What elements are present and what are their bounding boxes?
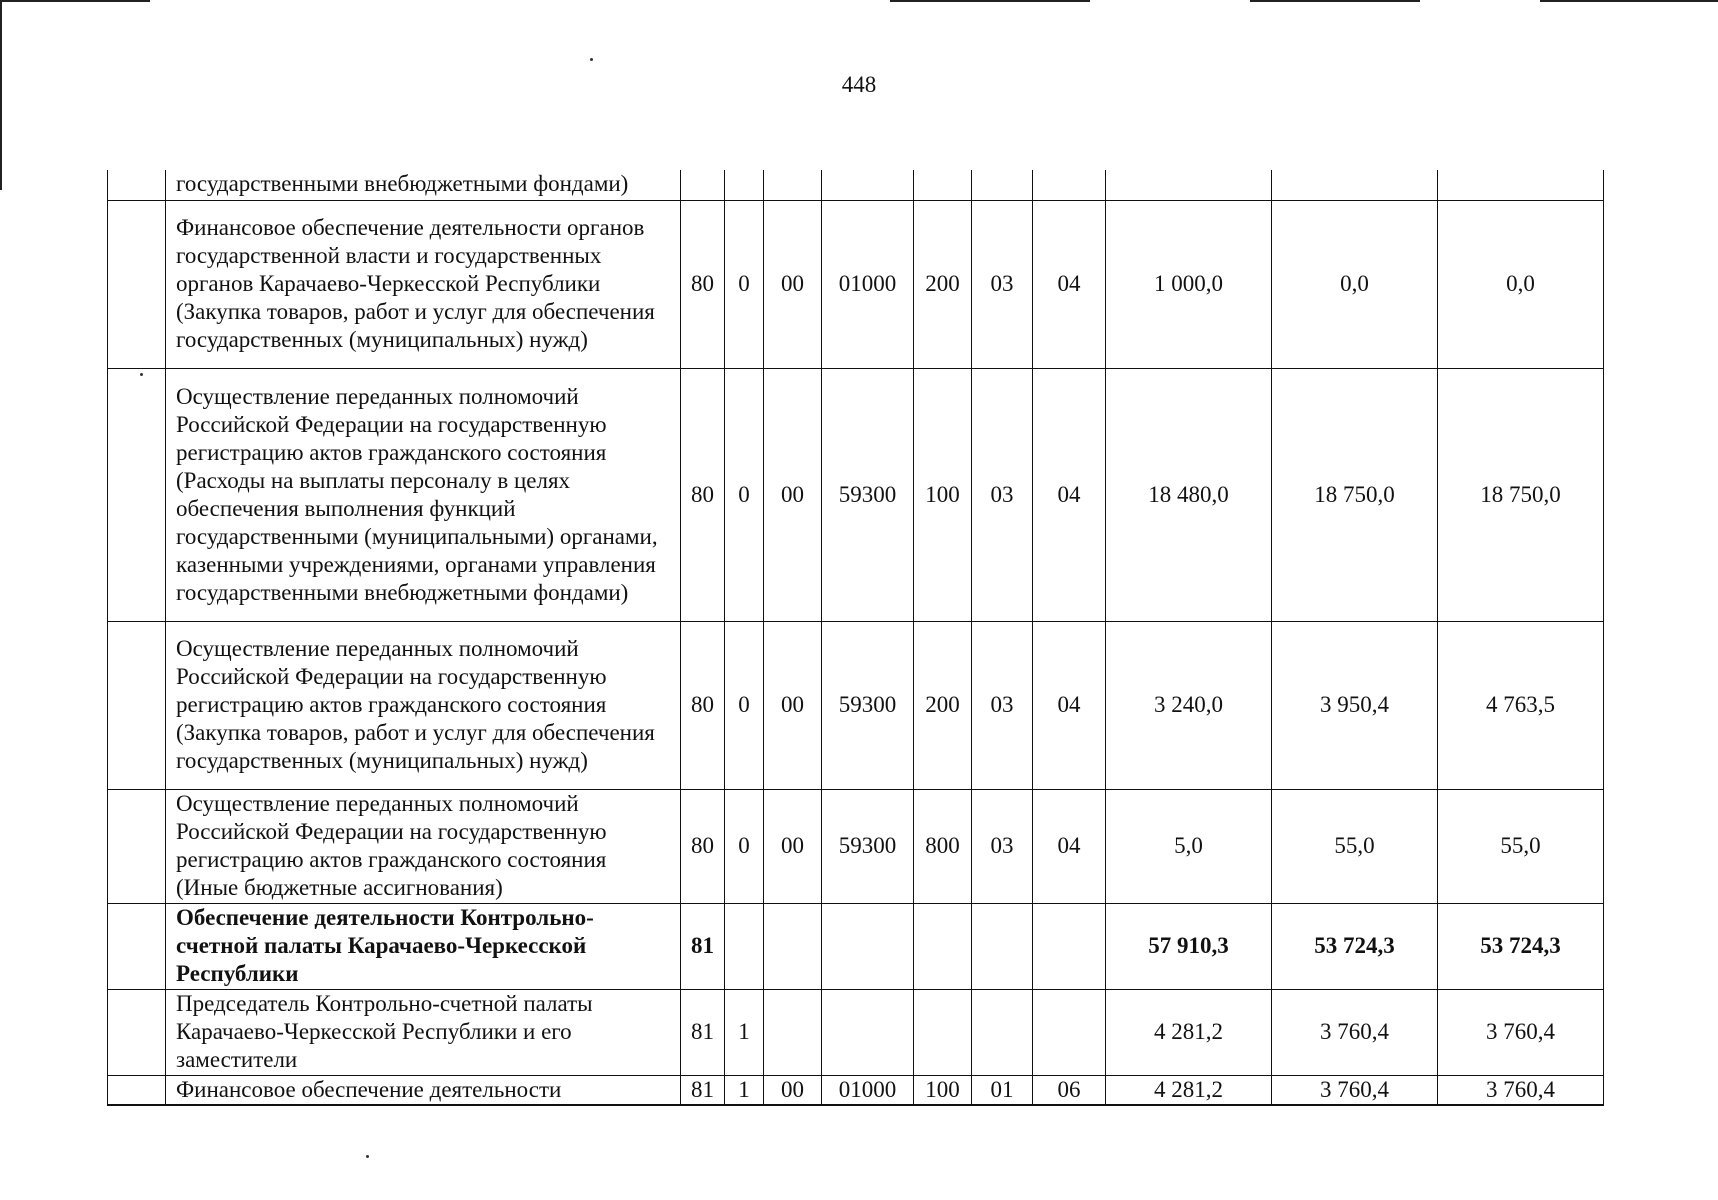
amount-cell: 3 950,4 [1272,621,1438,789]
code-cell: 1 [725,989,764,1075]
code-cell: 0 [725,789,764,903]
row-number-cell [108,1075,166,1105]
amount-cell: 57 910,3 [1106,903,1272,989]
code-cell [1033,903,1106,989]
amount-cell: 4 281,2 [1106,1075,1272,1105]
row-number-cell [108,789,166,903]
item-description: Осуществление переданных полномочий Российской Федерации на государственную регистрацию актов гражданского состояния (Расходы на выплаты персоналу в целях обеспечения выполнения функций государственными (муниципальными) органами, казенными учреждениями, органами управления государственными внебюджетными фондами) [166,368,681,621]
amount-cell [1272,170,1438,200]
scan-speck [366,1155,369,1158]
code-cell [822,170,914,200]
code-cell: 0 [725,368,764,621]
code-cell [972,903,1033,989]
amount-cell: 4 763,5 [1438,621,1604,789]
code-cell: 04 [1033,789,1106,903]
code-cell: 01000 [822,1075,914,1105]
item-description: Осуществление переданных полномочий Российской Федерации на государственную регистрацию актов гражданского состояния (Иные бюджетные ассигнования) [166,789,681,903]
budget-table [107,170,1604,1106]
table-row [108,200,1604,368]
code-cell: 00 [764,621,822,789]
table-row [108,989,1604,1075]
amount-cell [1106,170,1272,200]
code-cell: 100 [914,1075,972,1105]
amount-cell: 55,0 [1438,789,1604,903]
table-row [108,1075,1604,1105]
amount-cell: 3 760,4 [1272,989,1438,1075]
row-number-cell [108,368,166,621]
amount-cell: 18 750,0 [1438,368,1604,621]
code-cell: 200 [914,621,972,789]
code-cell: 03 [972,621,1033,789]
item-description: Председатель Контрольно-счетной палаты Карачаево-Черкесской Республики и его заместители [166,989,681,1075]
code-cell: 200 [914,200,972,368]
code-cell [972,170,1033,200]
scan-edge-line [1250,0,1420,2]
row-number-cell [108,200,166,368]
amount-cell: 0,0 [1272,200,1438,368]
code-cell [681,170,725,200]
code-cell: 06 [1033,1075,1106,1105]
row-number-cell [108,621,166,789]
code-cell: 81 [681,903,725,989]
code-cell: 00 [764,789,822,903]
code-cell [914,170,972,200]
amount-cell [1438,170,1604,200]
code-cell: 80 [681,621,725,789]
amount-cell: 4 281,2 [1106,989,1272,1075]
item-description: Обеспечение деятельности Контрольно-счетной палаты Карачаево-Черкесской Республики [166,903,681,989]
code-cell [725,170,764,200]
code-cell: 80 [681,789,725,903]
amount-cell: 3 760,4 [1272,1075,1438,1105]
scan-edge-line [890,0,1090,2]
amount-cell: 55,0 [1272,789,1438,903]
code-cell: 59300 [822,368,914,621]
code-cell: 04 [1033,368,1106,621]
code-cell [764,989,822,1075]
code-cell: 04 [1033,200,1106,368]
code-cell: 01 [972,1075,1033,1105]
table-row [108,170,1604,200]
code-cell: 00 [764,368,822,621]
code-cell: 03 [972,789,1033,903]
table-row [108,903,1604,989]
code-cell: 800 [914,789,972,903]
amount-cell: 18 480,0 [1106,368,1272,621]
scan-edge-line [0,0,150,2]
code-cell: 100 [914,368,972,621]
row-number-cell [108,989,166,1075]
code-cell [1033,989,1106,1075]
scan-edge-line [1540,0,1718,2]
amount-cell: 3 760,4 [1438,989,1604,1075]
code-cell: 81 [681,1075,725,1105]
item-description: Финансовое обеспечение деятельности [166,1075,681,1105]
code-cell: 0 [725,621,764,789]
amount-cell: 53 724,3 [1272,903,1438,989]
item-description: Финансовое обеспечение деятельности органов государственной власти и государственных органов Карачаево-Черкесской Республики (Закупка товаров, работ и услуг для обеспечения государственных (муниципальных) нужд) [166,200,681,368]
item-description: государственными внебюджетными фондами) [166,170,681,200]
code-cell [822,989,914,1075]
table-row [108,368,1604,621]
code-cell [914,903,972,989]
code-cell: 03 [972,368,1033,621]
code-cell [822,903,914,989]
code-cell [764,903,822,989]
code-cell: 00 [764,1075,822,1105]
row-number-cell [108,170,166,200]
amount-cell: 18 750,0 [1272,368,1438,621]
code-cell: 81 [681,989,725,1075]
amount-cell: 3 240,0 [1106,621,1272,789]
code-cell [1033,170,1106,200]
amount-cell: 5,0 [1106,789,1272,903]
code-cell: 04 [1033,621,1106,789]
scan-speck [590,58,593,61]
page-number: 448 [841,72,877,97]
code-cell: 59300 [822,621,914,789]
code-cell: 80 [681,200,725,368]
code-cell: 01000 [822,200,914,368]
code-cell: 03 [972,200,1033,368]
code-cell: 59300 [822,789,914,903]
amount-cell: 3 760,4 [1438,1075,1604,1105]
table-row [108,789,1604,903]
code-cell [972,989,1033,1075]
code-cell [764,170,822,200]
amount-cell: 0,0 [1438,200,1604,368]
item-description: Осуществление переданных полномочий Российской Федерации на государственную регистрацию актов гражданского состояния (Закупка товаров, работ и услуг для обеспечения государственных (муниципальных) нужд) [166,621,681,789]
amount-cell: 1 000,0 [1106,200,1272,368]
amount-cell: 53 724,3 [1438,903,1604,989]
code-cell: 00 [764,200,822,368]
code-cell: 0 [725,200,764,368]
row-number-cell [108,903,166,989]
code-cell: 1 [725,1075,764,1105]
code-cell [725,903,764,989]
code-cell [914,989,972,1075]
code-cell: 80 [681,368,725,621]
table-row [108,621,1604,789]
